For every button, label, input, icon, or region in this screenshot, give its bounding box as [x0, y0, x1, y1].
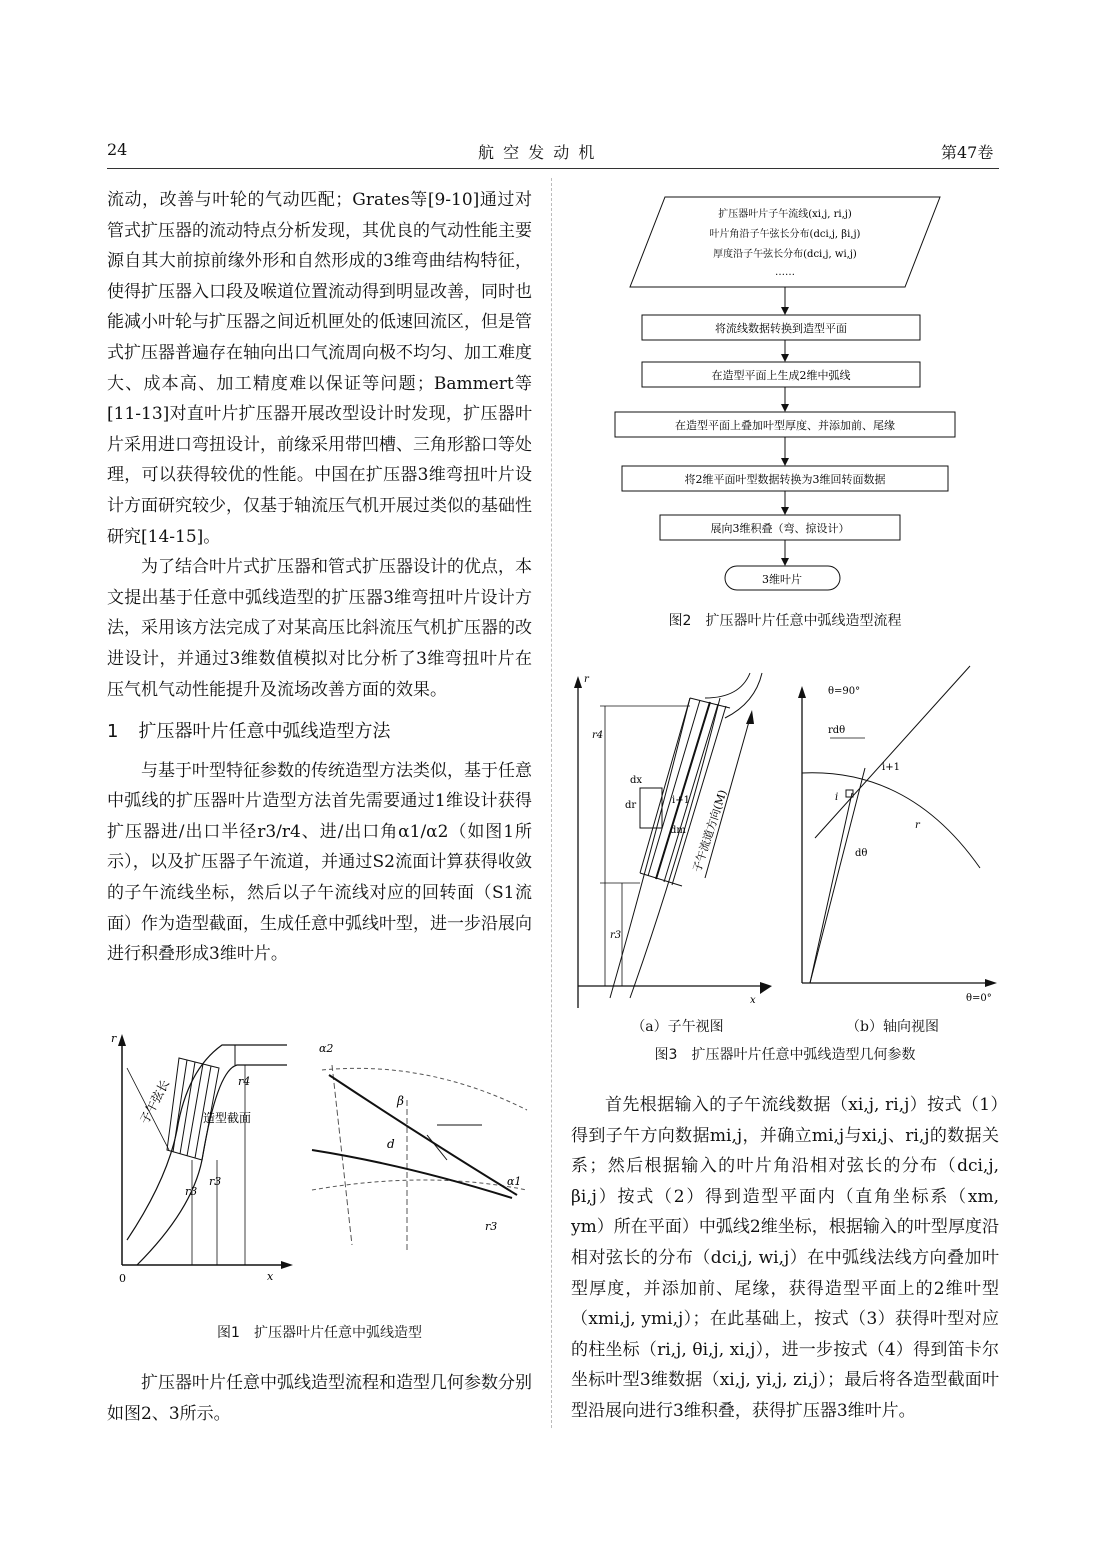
fig3-label-dtheta: dθ: [855, 848, 868, 859]
fig2-input-line1: 扩压器叶片子午流线(xi,j, ri,j): [718, 209, 852, 220]
fig1-caption: 图1 扩压器叶片任意中弧线造型: [217, 1325, 422, 1341]
left-column-tail: [107, 1368, 532, 1429]
fig1-label-r3b: r3: [209, 1175, 222, 1188]
fig2-step2: 在造型平面上生成2维中弧线: [711, 369, 851, 382]
fig1-label-d: d: [387, 1137, 395, 1151]
fig2-end: 3维叶片: [762, 573, 802, 586]
fig1-label-beta: β: [397, 1094, 404, 1108]
fig1-label-chord: 子午弦长: [137, 1077, 173, 1127]
fig3-label-rr: r: [915, 820, 920, 831]
fig2-caption: 图2 扩压器叶片任意中弧线造型流程: [668, 613, 902, 629]
fig3-label-i1: i+1: [672, 795, 690, 806]
fig3-label-theta0: θ=0°: [966, 993, 992, 1004]
fig3-label-x: x: [750, 995, 756, 1006]
fig2-step1: 将流线数据转换到造型平面: [715, 322, 847, 335]
fig3-label-r4: r4: [592, 730, 604, 741]
fig1-label-alpha2: α2: [319, 1042, 334, 1055]
fig3-label-dx: dx: [630, 775, 643, 786]
fig2-step5: 展向3维积叠（弯、掠设计）: [710, 522, 850, 535]
volume-label: 第47卷: [941, 143, 994, 162]
fig2-step3: 在造型平面上叠加叶型厚度、并添加前、尾缘: [675, 419, 895, 432]
paragraph-5: 首先根据输入的子午流线数据（xi,j, ri,j）按式（1）得到子午方向数据mi,j，并确立mi,j与xi,j、ri,j的数据关系；然后根据输入的叶片角沿相对弦长的分布（dci,j, βi,j）按式（2）得到造型平面内（直角坐标系（xm, ym）所在平面）中弧线2维坐标，根据输入的叶型厚度沿相对弦长的分布（dci,j, wi,j）在中弧线法线方向叠加叶型厚度，并添加前、尾缘，获得造型平面上的2维叶型（xmi,j, ymi,j）；在此基础上，按式（3）获得叶型对应的柱坐标（ri,j, θi,j, xi,j），进一步按式（4）得到笛卡尔坐标叶型3维数据（xi,j, yi,j, zi,j）；最后将各造型截面叶型沿展向进行3维积叠，获得扩压器3维叶片。: [571, 1095, 999, 1421]
paragraph-3: 与基于叶型特征参数的传统造型方法类似，基于任意中弧线的扩压器叶片造型方法首先需要通过1维设计获得扩压器进/出口半径r3/r4、进/出口角α1/α2（如图1所示），以及扩压器子午流道，并通过S2流面计算获得收敛的子午流线坐标，然后以子午流线对应的回转面（S1流面）作为造型截面，生成任意中弧线叶型，进一步沿展向进行积叠形成3维叶片。: [107, 760, 532, 965]
fig3-label-rdtheta: rdθ: [828, 725, 846, 736]
fig3-label-r: r: [584, 674, 589, 685]
fig3-caption: 图3 扩压器叶片任意中弧线造型几何参数: [654, 1047, 916, 1063]
fig2-step4: 将2维平面叶型数据转换为3维回转面数据: [684, 473, 886, 486]
fig3-label-ip1: i+1: [882, 762, 900, 773]
fig1-label-r: r: [111, 1032, 117, 1045]
fig3-label-dm: dm: [670, 825, 686, 836]
fig3-label-theta90: θ=90°: [828, 686, 861, 697]
paragraph-2: 为了结合叶片式扩压器和管式扩压器设计的优点，本文提出基于任意中弧线造型的扩压器3维弯扭叶片设计方法，采用该方法完成了对某高压比斜流压气机扩压器的改进设计，并通过3维数值模拟对比分析了3维弯扭叶片在压气机气动性能提升及流场改善方面的效果。: [107, 557, 532, 700]
fig1-label-section: 造型截面: [203, 1111, 252, 1125]
paragraph-4: 扩压器叶片任意中弧线造型流程和造型几何参数分别如图2、3所示。: [107, 1373, 532, 1424]
section-number: 1: [107, 721, 119, 743]
fig1-label-r4: r4: [238, 1075, 251, 1088]
column-divider: [551, 178, 552, 1428]
figure-1: [107, 1030, 532, 1310]
section-heading: [107, 717, 532, 748]
fig3-label-dir: 子午流道方向(M): [690, 788, 730, 874]
fig2-input-line3: 厚度沿子午弦长分布(dci,j, wi,j): [713, 249, 857, 260]
fig1-label-x: x: [267, 1270, 274, 1283]
fig1-label-r3-blade: r3: [485, 1220, 498, 1233]
left-column: [107, 185, 532, 970]
header-rule: [107, 168, 999, 169]
fig1-label-0: 0: [119, 1272, 126, 1285]
figure-3: [570, 658, 1000, 1013]
fig2-input-line2: 叶片角沿子午弦长分布(dci,j, βi,j): [709, 229, 861, 240]
right-column: [571, 1090, 999, 1427]
fig3-label-dr: dr: [625, 800, 637, 811]
fig1-label-r3: r3: [185, 1185, 198, 1198]
page-number: 24: [107, 140, 128, 159]
fig3-subcaption-a: （a）子午视图: [631, 1019, 724, 1035]
fig3-label-r3: r3: [610, 930, 622, 941]
fig3-label-i: i: [835, 792, 839, 803]
fig1-label-alpha1: α1: [507, 1175, 522, 1188]
fig3-subcaption-b: （b）轴向视图: [846, 1019, 939, 1035]
fig2-input-line4: ……: [775, 267, 795, 278]
paragraph-1: 流动，改善与叶轮的气动匹配；Grates等[9-10]通过对管式扩压器的流动特点分析发现，其优良的气动性能主要源自其大前掠前缘外形和自然形成的3维弯曲结构特征，使得扩压器入口段及喉道位置流动得到明显改善，同时也能减小叶轮与扩压器之间近机匣处的低速回流区，但是管式扩压器普遍存在轴向出口气流周向极不均匀、加工难度大、成本高、加工精度难以保证等问题；Bammert等[11-13]对直叶片扩压器开展改型设计时发现，扩压器叶片采用进口弯扭设计，前缘采用带凹槽、三角形豁口等处理，可以获得较优的性能。中国在扩压器3维弯扭叶片设计方面研究较少，仅基于轴流压气机开展过类似的基础性研究[14-15]。: [107, 190, 532, 547]
section-title: 扩压器叶片任意中弧线造型方法: [138, 721, 391, 743]
figure-2: [600, 192, 980, 597]
journal-name: 航 空 发 动 机: [478, 143, 597, 162]
